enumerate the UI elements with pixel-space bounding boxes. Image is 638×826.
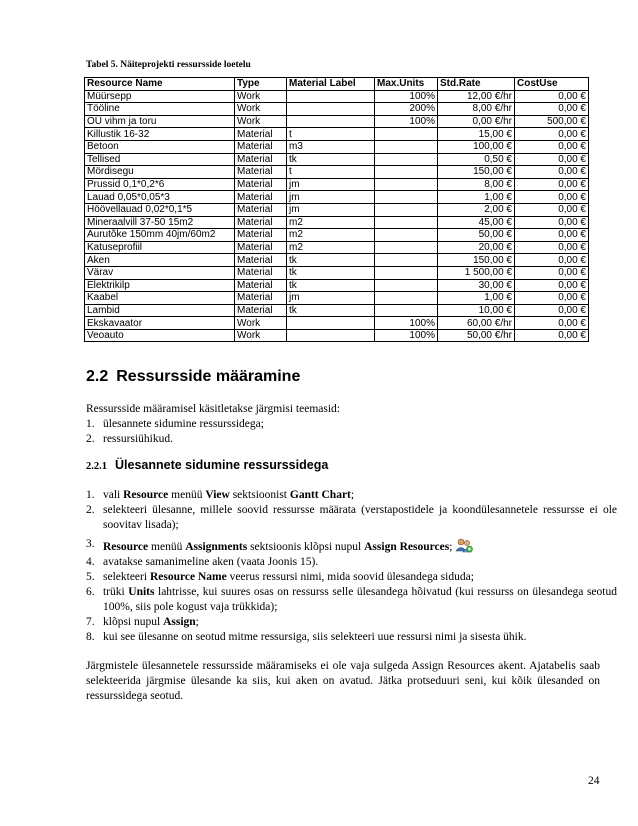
step-number: 3. [86,538,95,550]
table-caption: Tabel 5. Näiteprojekti ressursside loetelu [86,60,251,70]
table-cell: Killustik 16-32 [85,128,235,141]
table-row [85,128,589,141]
subsection-heading [86,458,328,473]
table-cell [375,203,438,216]
table-cell: 50,00 €/hr [438,329,515,342]
table-row [85,229,589,242]
table-cell: Elektrikilp [85,279,235,292]
topic-list [86,417,617,447]
step-text: View [205,489,230,501]
table-cell: jm [287,203,375,216]
table-cell: 0,00 € [515,229,589,242]
table-cell [287,115,375,128]
step-text: lahtrisse, kui suures osas on ressurss selle ülesandega hõivatud (kui ressurss on ülesandega seotud 100%, siis pole kogust vaja trükkida); [103,586,617,613]
table-row [85,90,589,103]
table-cell: Material [235,153,287,166]
table-cell: m3 [287,140,375,153]
table-cell: 0,00 € [515,103,589,116]
table-row [85,292,589,305]
table-cell: jm [287,178,375,191]
table-cell: Aurutõke 150mm 40jm/60m2 [85,229,235,242]
table-row [85,103,589,116]
table-cell: 100% [375,115,438,128]
topic-item [86,432,617,447]
table-cell: 0,00 € [515,292,589,305]
table-cell: Material [235,178,287,191]
table-cell: Värav [85,266,235,279]
step-text: kui see ülesanne on seotud mitme ressursiga, siis selekteeri uue ressursi nimi ja sisesta ühik. [103,631,527,643]
table-cell: 45,00 € [438,216,515,229]
table-cell: OÜ vihm ja toru [85,115,235,128]
table-cell: 10,00 € [438,304,515,317]
table-row [85,241,589,254]
table-cell: t [287,166,375,179]
table-cell [375,128,438,141]
table-cell: Material [235,279,287,292]
step-text: Gantt Chart [289,489,351,501]
table-cell: Work [235,329,287,342]
table-cell: Material [235,266,287,279]
table-cell: Katuseprofiil [85,241,235,254]
closing-paragraph: Järgmistele ülesannetele ressursside määramiseks ei ole vaja sulgeda Assign Resources akent. Ajatabelis saab selekteerida järgmise ülesande ka siis, kui aken on avatud. Jätka protseduuri seni, kui kõik ülesanded on ressurssidega seotud. [86,660,600,703]
intro-text: Ressursside määramisel käsitletakse järgmisi teemasid: [86,403,341,415]
step-text: Resource Name [149,571,227,583]
subsection-number: 2.2.1 [86,461,107,472]
table-cell: 0,00 € [515,266,589,279]
table-cell: 1,00 € [438,292,515,305]
table-cell: Tööline [85,103,235,116]
table-cell: 0,00 € [515,178,589,191]
table-cell: 0,00 € [515,203,589,216]
step-text: Assign Resources [364,541,450,553]
table-cell: Material [235,241,287,254]
table-cell: Veoauto [85,329,235,342]
step-item [86,555,617,570]
step-number: 8. [86,631,95,643]
table-cell: 0,00 € [515,191,589,204]
table-cell: Prussid 0,1*0,2*6 [85,178,235,191]
table-cell: 0,00 € [515,317,589,330]
table-cell: Lauad 0,05*0,05*3 [85,191,235,204]
table-cell: 12,00 €/hr [438,90,515,103]
table-row [85,304,589,317]
table-cell: tk [287,304,375,317]
table-cell: 50,00 € [438,229,515,242]
table-cell [375,292,438,305]
table-cell: Work [235,115,287,128]
table-cell [287,90,375,103]
table-cell: 100% [375,90,438,103]
table-cell: 30,00 € [438,279,515,292]
table-cell: 60,00 €/hr [438,317,515,330]
table-cell [375,166,438,179]
table-cell [375,178,438,191]
topic-text: ressursiühikud. [103,433,173,445]
table-cell: Material [235,254,287,267]
table-cell: m2 [287,241,375,254]
section-title: Ressursside määramine [116,368,301,385]
table-cell: 100,00 € [438,140,515,153]
topic-text: ülesannete sidumine ressurssidega; [103,418,264,430]
table-cell: 0,00 € [515,329,589,342]
table-cell: Tellised [85,153,235,166]
assign-resources-icon [455,537,473,553]
step-item [86,488,617,503]
column-header: CostUse [515,78,589,91]
table-cell: Material [235,229,287,242]
table-cell [375,140,438,153]
step-text: Units [128,586,155,598]
table-cell [375,279,438,292]
table-cell: 0,00 € [515,90,589,103]
table-row [85,140,589,153]
step-item [86,503,617,533]
table-cell: 0,00 € [515,304,589,317]
step-text: trüki [103,586,129,598]
step-text: menüü [148,541,186,553]
table-cell: 0,00 €/hr [438,115,515,128]
step-text: selekteeri [103,571,150,583]
table-cell: tk [287,266,375,279]
table-cell: 150,00 € [438,166,515,179]
table-cell [287,103,375,116]
section-number: 2.2 [86,368,109,385]
step-text: veerus ressursi nimi, mida soovid ülesandega siduda; [226,571,474,583]
table-cell: 0,00 € [515,140,589,153]
table-row [85,254,589,267]
table-cell: Material [235,166,287,179]
step-text: Resource [103,541,149,553]
table-row [85,115,589,128]
step-text: klõpsi nupul [103,616,164,628]
table-row [85,317,589,330]
step-text: menüü [168,489,206,501]
table-cell: 2,00 € [438,203,515,216]
table-row [85,329,589,342]
table-cell: 100% [375,329,438,342]
resource-table [84,77,589,342]
table-cell: Material [235,128,287,141]
table-cell: jm [287,292,375,305]
step-item [86,630,617,645]
column-header: Material Label [287,78,375,91]
table-cell: Work [235,317,287,330]
table-cell: 0,00 € [515,128,589,141]
step-item [86,585,617,615]
table-cell: Material [235,140,287,153]
table-cell: Material [235,292,287,305]
table-cell: 1,00 € [438,191,515,204]
table-cell [375,229,438,242]
topic-number: 1. [86,418,95,430]
table-cell: 8,00 € [438,178,515,191]
table-cell: 8,00 €/hr [438,103,515,116]
step-text: avatakse samanimeline aken (vaata Joonis 15). [103,556,319,568]
table-cell: 0,50 € [438,153,515,166]
table-cell: tk [287,153,375,166]
table-cell: 0,00 € [515,254,589,267]
table-cell [375,153,438,166]
table-header-row [85,78,589,91]
steps-list [86,488,617,645]
step-number: 4. [86,556,95,568]
table-cell: Material [235,203,287,216]
table-row [85,266,589,279]
table-cell: Work [235,90,287,103]
table-cell [287,329,375,342]
table-cell [375,304,438,317]
column-header: Max.Units [375,78,438,91]
table-cell: tk [287,254,375,267]
table-row [85,203,589,216]
table-cell: 150,00 € [438,254,515,267]
table-cell: Kaabel [85,292,235,305]
table-row [85,191,589,204]
step-item [86,537,617,555]
page-number: 24 [588,775,600,787]
section-heading [86,368,300,386]
step-text: ; [350,489,355,501]
step-number: 6. [86,586,95,598]
table-cell [375,254,438,267]
table-cell: m2 [287,229,375,242]
table-row [85,216,589,229]
table-row [85,178,589,191]
topic-item [86,417,617,432]
table-cell: 200% [375,103,438,116]
table-cell: m2 [287,216,375,229]
table-cell [375,266,438,279]
table-cell: 20,00 € [438,241,515,254]
table-cell: Höövellauad 0,02*0,1*5 [85,203,235,216]
table-cell: t [287,128,375,141]
subsection-title: Ülesannete sidumine ressurssidega [115,458,329,472]
table-cell: 500,00 € [515,115,589,128]
step-text: Resource [123,489,169,501]
table-cell: Mördisegu [85,166,235,179]
table-cell: 0,00 € [515,279,589,292]
table-cell: Aken [85,254,235,267]
step-text: ; [195,616,199,628]
table-cell: Material [235,304,287,317]
table-cell: 0,00 € [515,241,589,254]
step-text: sektsioonist [229,489,290,501]
table-cell: tk [287,279,375,292]
step-item [86,615,617,630]
table-row [85,279,589,292]
table-cell: 0,00 € [515,216,589,229]
table-cell: 1 500,00 € [438,266,515,279]
table-cell: 0,00 € [515,153,589,166]
table-cell: Lambid [85,304,235,317]
step-item [86,570,617,585]
column-header: Std.Rate [438,78,515,91]
table-cell: Ekskavaator [85,317,235,330]
table-cell [375,191,438,204]
table-cell: jm [287,191,375,204]
step-text: selekteeri ülesanne, millele soovid ressursse määrata (verstapostidele ja koondülesannetele ressursse ei ole soovitav lisada); [103,504,617,531]
step-number: 7. [86,616,95,628]
step-number: 2. [86,504,95,516]
column-header: Resource Name [85,78,235,91]
table-cell: Material [235,216,287,229]
table-cell: Mineraalvill 37-50 15m2 [85,216,235,229]
step-number: 1. [86,489,95,501]
table-cell: 100% [375,317,438,330]
step-text: ; [449,541,453,553]
step-text: sektsioonis klõpsi nupul [247,541,365,553]
table-row [85,166,589,179]
table-cell: Betoon [85,140,235,153]
table-cell [375,216,438,229]
table-row [85,153,589,166]
table-cell: 15,00 € [438,128,515,141]
step-number: 5. [86,571,95,583]
table-cell: 0,00 € [515,166,589,179]
step-text: Assignments [185,541,248,553]
table-cell [375,241,438,254]
table-cell: Müürsepp [85,90,235,103]
table-cell: Work [235,103,287,116]
step-text: vali [103,489,124,501]
column-header: Type [235,78,287,91]
step-text: Assign [163,616,196,628]
table-cell [287,317,375,330]
topic-number: 2. [86,433,95,445]
table-cell: Material [235,191,287,204]
